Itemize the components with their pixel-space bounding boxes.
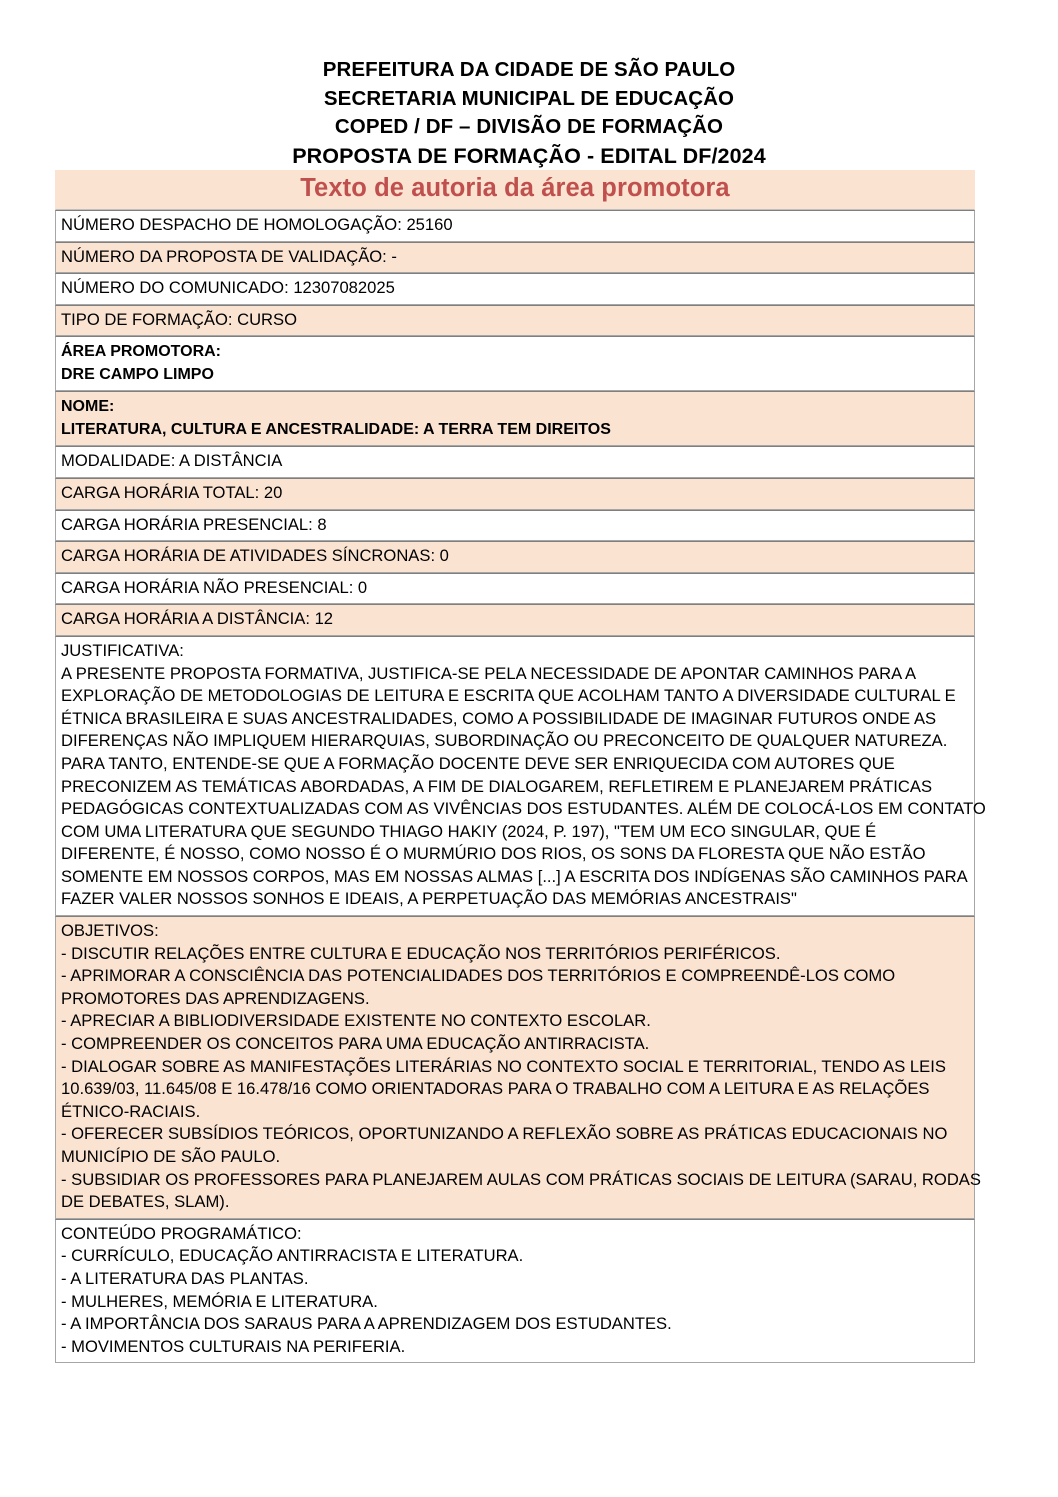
field-area-promotora [55,336,975,391]
table-row-nome [55,391,975,446]
field-justificativa [55,636,986,916]
area-promotora-label: ÁREA PROMOTORA: [61,343,221,361]
table-row-carga-nao-presencial [55,573,975,605]
justificativa-line: DIFERENÇAS NÃO IMPLIQUEM HIERARQUIAS, SUBORDINAÇÃO OU PRECONCEITO DE QUALQUER NATUREZA. [61,731,948,751]
table-row-justificativa [55,636,975,916]
objetivos-line: - APRECIAR A BIBLIODIVERSIDADE EXISTENTE NO CONTEXTO ESCOLAR. [61,1011,651,1031]
field-nome [55,391,975,446]
field-tipo-formacao: TIPO DE FORMAÇÃO: CURSO [55,305,975,337]
table-row-area-promotora [55,336,975,391]
conteudo-line: - A LITERATURA DAS PLANTAS. [61,1268,309,1288]
objetivos-line: - COMPREENDER OS CONCEITOS PARA UMA EDUCAÇÃO ANTIRRACISTA. [61,1034,650,1054]
justificativa-line: DIFERENTE, É NOSSO, COMO NOSSO É O MURMÚRIO DOS RIOS, OS SONS DA FLORESTA QUE NÃO ESTÃO [61,844,926,864]
field-carga-horaria-presencial: CARGA HORÁRIA PRESENCIAL: 8 [55,510,975,542]
objetivos-line: ÉTNICO-RACIAIS. [61,1101,201,1121]
conteudo-line: - A IMPORTÂNCIA DOS SARAUS PARA A APRENDIZAGEM DOS ESTUDANTES. [61,1314,672,1334]
objetivos-line: - APRIMORAR A CONSCIÊNCIA DAS POTENCIALIDADES DOS TERRITÓRIOS E COMPREENDÊ-LOS COMO [61,966,896,986]
nome-value: LITERATURA, CULTURA E ANCESTRALIDADE: A TERRA TEM DIREITOS [61,421,611,439]
objetivos-line: 10.639/03, 11.645/08 E 16.478/16 COMO ORIENTADORAS PARA O TRABALHO COM A LEITURA E AS RELAÇÕES [61,1079,930,1099]
field-carga-horaria-sincronas: CARGA HORÁRIA DE ATIVIDADES SÍNCRONAS: 0 [55,541,975,573]
conteudo-line: - CURRÍCULO, EDUCAÇÃO ANTIRRACISTA E LITERATURA. [61,1246,524,1266]
banner-title: Texto de autoria da área promotora [300,174,730,202]
table-row-carga-total [55,478,975,510]
justificativa-line: PRECONIZEM AS TEMÁTICAS ABORDADAS, A FIM DE DIALOGAREM, REFLETIREM E PLANEJAREM PRÁTICAS [61,776,933,796]
table-row-comunicado [55,273,975,305]
justificativa-line: PARA TANTO, ENTENDE-SE QUE A FORMAÇÃO DOCENTE DEVE SER ENRIQUECIDA COM AUTORES QUE [61,753,895,773]
objetivos-line: PROMOTORES DAS APRENDIZAGENS. [61,988,370,1008]
justificativa-line: PEDAGÓGICAS CONTEXTUALIZADAS COM AS VIVÊNCIAS DOS ESTUDANTES. ALÉM DE COLOCÁ-LOS EM CONTATO [61,799,986,819]
table-row-proposta-validacao [55,242,975,274]
objetivos-line: - SUBSIDIAR OS PROFESSORES PARA PLANEJAREM AULAS COM PRÁTICAS SOCIAIS DE LEITURA (SARAU, RODAS [61,1169,981,1189]
justificativa-line: A PRESENTE PROPOSTA FORMATIVA, JUSTIFICA-SE PELA NECESSIDADE DE APONTAR CAMINHOS PARA A [61,663,917,683]
justificativa-line: ÉTNICA BRASILEIRA E SUAS ANCESTRALIDADES, COMO A POSSIBILIDADE DE IMAGINAR FUTUROS ONDE AS [61,708,937,728]
justificativa-line: COM UMA LITERATURA QUE SEGUNDO THIAGO HAKIY (2024, P. 197), "TEM UM ECO SINGULAR, QUE É [61,821,877,841]
field-carga-horaria-total: CARGA HORÁRIA TOTAL: 20 [55,478,975,510]
table-row-conteudo-programatico [55,1219,975,1364]
field-conteudo-programatico [55,1219,975,1364]
field-objetivos [55,916,981,1219]
field-despacho-homologacao: NÚMERO DESPACHO DE HOMOLOGAÇÃO: 25160 [55,210,975,242]
field-modalidade: MODALIDADE: A DISTÂNCIA [55,446,975,478]
proposal-form-table [55,170,986,1363]
objetivos-label: OBJETIVOS: [61,921,159,941]
header-line-prefeitura: PREFEITURA DA CIDADE DE SÃO PAULO [322,58,736,81]
table-row-carga-sincronas [55,541,975,573]
table-row-carga-presencial [55,510,975,542]
table-row-tipo-formacao [55,305,975,337]
nome-label: NOME: [61,398,115,416]
area-promotora-value: DRE CAMPO LIMPO [61,366,214,384]
conteudo-label: CONTEÚDO PROGRAMÁTICO: [61,1223,302,1243]
document-header [0,56,1058,170]
field-carga-horaria-distancia: CARGA HORÁRIA A DISTÂNCIA: 12 [55,604,975,636]
objetivos-line: MUNICÍPIO DE SÃO PAULO. [61,1147,281,1166]
field-proposta-validacao: NÚMERO DA PROPOSTA DE VALIDAÇÃO: - [55,242,975,274]
header-line-secretaria: SECRETARIA MUNICIPAL DE EDUCAÇÃO [323,86,735,110]
objetivos-line: - DISCUTIR RELAÇÕES ENTRE CULTURA E EDUCAÇÃO NOS TERRITÓRIOS PERIFÉRICOS. [61,943,781,963]
justificativa-label: JUSTIFICATIVA: [61,640,184,660]
banner-cell [55,170,975,210]
table-row-banner [55,170,975,210]
objetivos-line: - OFERECER SUBSÍDIOS TEÓRICOS, OPORTUNIZANDO A REFLEXÃO SOBRE AS PRÁTICAS EDUCACIONAIS NO [61,1124,948,1144]
objetivos-line: - DIALOGAR SOBRE AS MANIFESTAÇÕES LITERÁRIAS NO CONTEXTO SOCIAL E TERRITORIAL, TENDO AS LEIS [61,1056,946,1076]
header-line-coped: COPED / DF – DIVISÃO DE FORMAÇÃO [334,115,724,138]
table-row-modalidade [55,446,975,478]
justificativa-line: SOMENTE EM NOSSOS CORPOS, MAS EM NOSSAS ALMAS [...] A ESCRITA DOS INDÍGENAS SÃO CAMINHOS PARA [61,866,968,886]
header-line-proposta: PROPOSTA DE FORMAÇÃO - EDITAL DF/2024 [292,143,766,168]
justificativa-line: FAZER VALER NOSSOS SONHOS E IDEAIS, A PERPETUAÇÃO DAS MEMÓRIAS ANCESTRAIS" [61,889,797,909]
table-row-objetivos [55,916,975,1219]
table-row-despacho [55,210,975,242]
conteudo-line: - MULHERES, MEMÓRIA E LITERATURA. [61,1291,378,1311]
field-numero-comunicado: NÚMERO DO COMUNICADO: 12307082025 [55,273,975,305]
conteudo-line: - MOVIMENTOS CULTURAIS NA PERIFERIA. [61,1336,406,1356]
table-row-carga-distancia [55,604,975,636]
field-carga-horaria-nao-presencial: CARGA HORÁRIA NÃO PRESENCIAL: 0 [55,573,975,605]
justificativa-line: EXPLORAÇÃO DE METODOLOGIAS DE LEITURA E ESCRITA QUE ACOLHAM TANTO A DIVERSIDADE CULTURAL E [61,686,956,706]
objetivos-line: DE DEBATES, SLAM). [61,1192,230,1212]
